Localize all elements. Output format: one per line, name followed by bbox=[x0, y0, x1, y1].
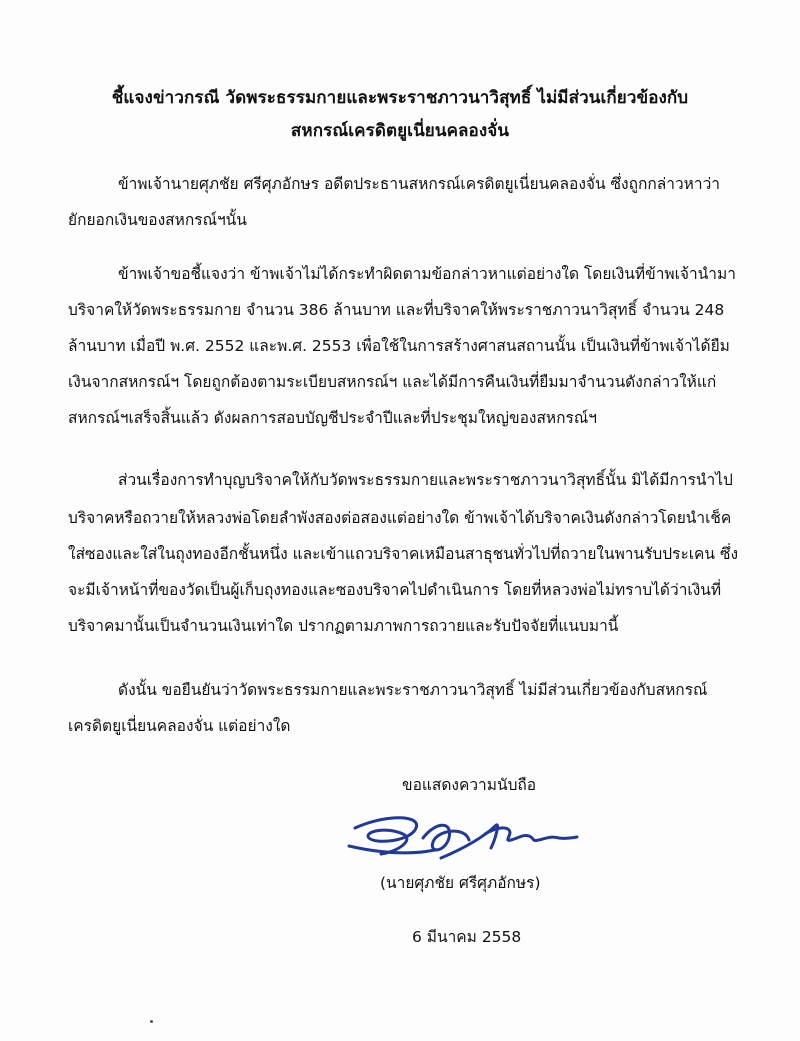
closing-salutation: ขอแสดงความนับถือ bbox=[402, 776, 537, 794]
paragraph-2-line-1: ข้าพเจ้าขอชี้แจงว่า ข้าพเจ้าไม่ได้กระทำผิดตามข้อกล่าวหาแต่อย่างใด โดยเงินที่ข้าพเจ้านำมา bbox=[118, 265, 736, 283]
paper-speck bbox=[150, 1020, 153, 1023]
paragraph-3-line-3: ใส่ซองและใส่ในถุงทองอีกชั้นหนึ่ง และเข้าแถวบริจาคเหมือนสาธุชนทั่วไปที่ถวายในพานรับประเคน ซึ่ง bbox=[68, 545, 739, 563]
paragraph-2-line-4: เงินจากสหกรณ์ฯ โดยถูกต้องตามระเบียบสหกรณ์ฯ และได้มีการคืนเงินที่ยืมมาจำนวนดังกล่าวให้แก่ bbox=[68, 373, 717, 391]
signature-image bbox=[345, 808, 585, 868]
document-date: 6 มีนาคม 2558 bbox=[412, 928, 522, 946]
paragraph-2-line-2: บริจาคให้วัดพระธรรมกาย จำนวน 386 ล้านบาท และที่บริจาคให้พระราชภาวนาวิสุทธิ์ จำนวน 248 bbox=[68, 301, 725, 319]
paragraph-2-line-3: ล้านบาท เมื่อปี พ.ศ. 2552 และพ.ศ. 2553 เพื่อใช้ในการสร้างศาสนสถานนั้น เป็นเงินที่ข้าพเจ้าได้ยืม bbox=[68, 337, 730, 355]
paragraph-2-line-5: สหกรณ์ฯเสร็จสิ้นแล้ว ดังผลการสอบบัญชีประจำปีและที่ประชุมใหญ่ของสหกรณ์ฯ bbox=[68, 409, 597, 427]
paragraph-4-line-2: เครดิตยูเนี่ยนคลองจั่น แต่อย่างใด bbox=[68, 717, 291, 735]
paragraph-3-line-4: จะมีเจ้าหน้าที่ของวัดเป็นผู้เก็บถุงทองและซองบริจาคไปดำเนินการ โดยที่หลวงพ่อไม่ทราบได้ว่าเงินที่ bbox=[68, 581, 722, 599]
paragraph-3-line-2: บริจาคหรือถวายให้หลวงพ่อโดยลำพังสองต่อสองแต่อย่างใด ข้าพเจ้าได้บริจาคเงินดังกล่าวโดยนำเช็ค bbox=[68, 509, 732, 527]
paragraph-3-line-1: ส่วนเรื่องการทำบุญบริจาคให้กับวัดพระธรรมกายและพระราชภาวนาวิสุทธิ์นั้น มิได้มีการนำไป bbox=[118, 471, 733, 489]
paragraph-4-line-1: ดังนั้น ขอยืนยันว่าวัดพระธรรมกายและพระราชภาวนาวิสุทธิ์ ไม่มีส่วนเกี่ยวข้องกับสหกรณ์ bbox=[118, 681, 708, 699]
paragraph-3-line-5: บริจาคมานั้นเป็นจำนวนเงินเท่าใด ปรากฏตามภาพการถวายและรับปัจจัยที่แนบมานี้ bbox=[68, 617, 619, 635]
document-title-line1: ชี้แจงข่าวกรณี วัดพระธรรมกายและพระราชภาวนาวิสุทธิ์ ไม่มีส่วนเกี่ยวข้องกับ bbox=[111, 88, 689, 108]
signer-name: (นายศุภชัย ศรีศุภอักษร) bbox=[380, 874, 541, 892]
document-title-line2: สหกรณ์เครดิตยูเนี่ยนคลองจั่น bbox=[290, 121, 510, 141]
paragraph-1-line-2: ยักยอกเงินของสหกรณ์ฯนั้น bbox=[68, 211, 247, 229]
paragraph-1-line-1: ข้าพเจ้านายศุภชัย ศรีศุภอักษร อดีตประธานสหกรณ์เครดิตยูเนี่ยนคลองจั่น ซึ่งถูกกล่าวหาว่า bbox=[118, 175, 721, 193]
